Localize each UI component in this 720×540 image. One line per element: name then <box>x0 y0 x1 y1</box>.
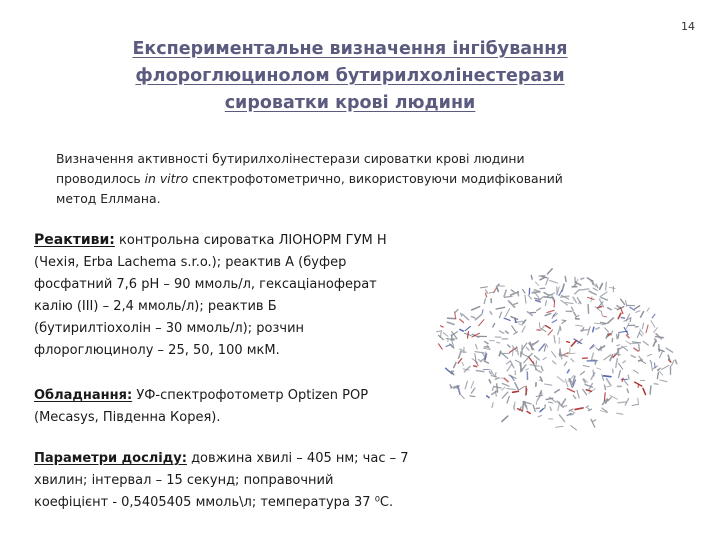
title-line-3: сироватки крові людини <box>224 93 476 113</box>
equipment-line-1 <box>34 385 434 407</box>
params-line-2: хвилин; інтервал – 15 секунд; поправочний <box>34 473 334 488</box>
in-vitro-text: in vitro <box>144 171 189 186</box>
intro-line-2-start: проводилось <box>56 171 145 186</box>
parameters-section <box>34 448 454 514</box>
equipment-line-2: (Mecasys, Південна Корея). <box>34 410 221 425</box>
intro-line-2-end: спектрофотометрично, використовуючи модифікований <box>188 171 563 186</box>
page-number: 14 <box>681 20 695 33</box>
equipment-label: Обладнання: <box>34 388 133 403</box>
params-line-1 <box>34 448 454 470</box>
title-line-1: Експериментальне визначення інгібування <box>132 39 568 59</box>
reagents-line-1 <box>34 229 444 252</box>
reagents-line-3: фосфатний 7,6 рН – 90 ммоль/л, гексаціаноферат <box>34 277 377 292</box>
reagents-line-4: калію (ІІІ) – 2,4 ммоль/л); реактив Б <box>34 299 277 314</box>
reagents-text-1: контрольна сироватка ЛІОНОРМ ГУМ Н <box>114 233 387 248</box>
protein-structure-icon <box>420 260 690 440</box>
equipment-text-1: УФ-спектрофотометр Optizen POP <box>132 388 369 403</box>
params-label: Параметри досліду: <box>34 451 187 466</box>
params-text-1: довжина хвилі – 405 нм; час – 7 <box>186 451 409 466</box>
reagents-label: Реактиви: <box>34 232 115 248</box>
intro-line-3: метод Еллмана. <box>56 191 161 206</box>
reagents-section <box>34 229 444 362</box>
intro-line-1: Визначення активності бутирилхолінестерази сироватки крові людини <box>56 151 525 166</box>
page-title <box>80 36 620 117</box>
reagents-line-6: флороглюцинолу – 25, 50, 100 мкМ. <box>34 343 280 358</box>
reagents-line-2: (Чехія, Erba Lachema s.r.o.); реактив А (буфер <box>34 255 347 270</box>
params-line-3: коефіцієнт - 0,5405405 ммоль\л; температура 37 ⁰С. <box>34 495 394 510</box>
equipment-section <box>34 385 434 429</box>
intro-paragraph <box>56 149 676 209</box>
intro-line-2 <box>56 169 676 189</box>
reagents-line-5: (бутирилтіохолін – 30 ммоль/л); розчин <box>34 321 305 336</box>
title-line-2: флороглюцинолом бутирилхолінестерази <box>135 66 565 86</box>
